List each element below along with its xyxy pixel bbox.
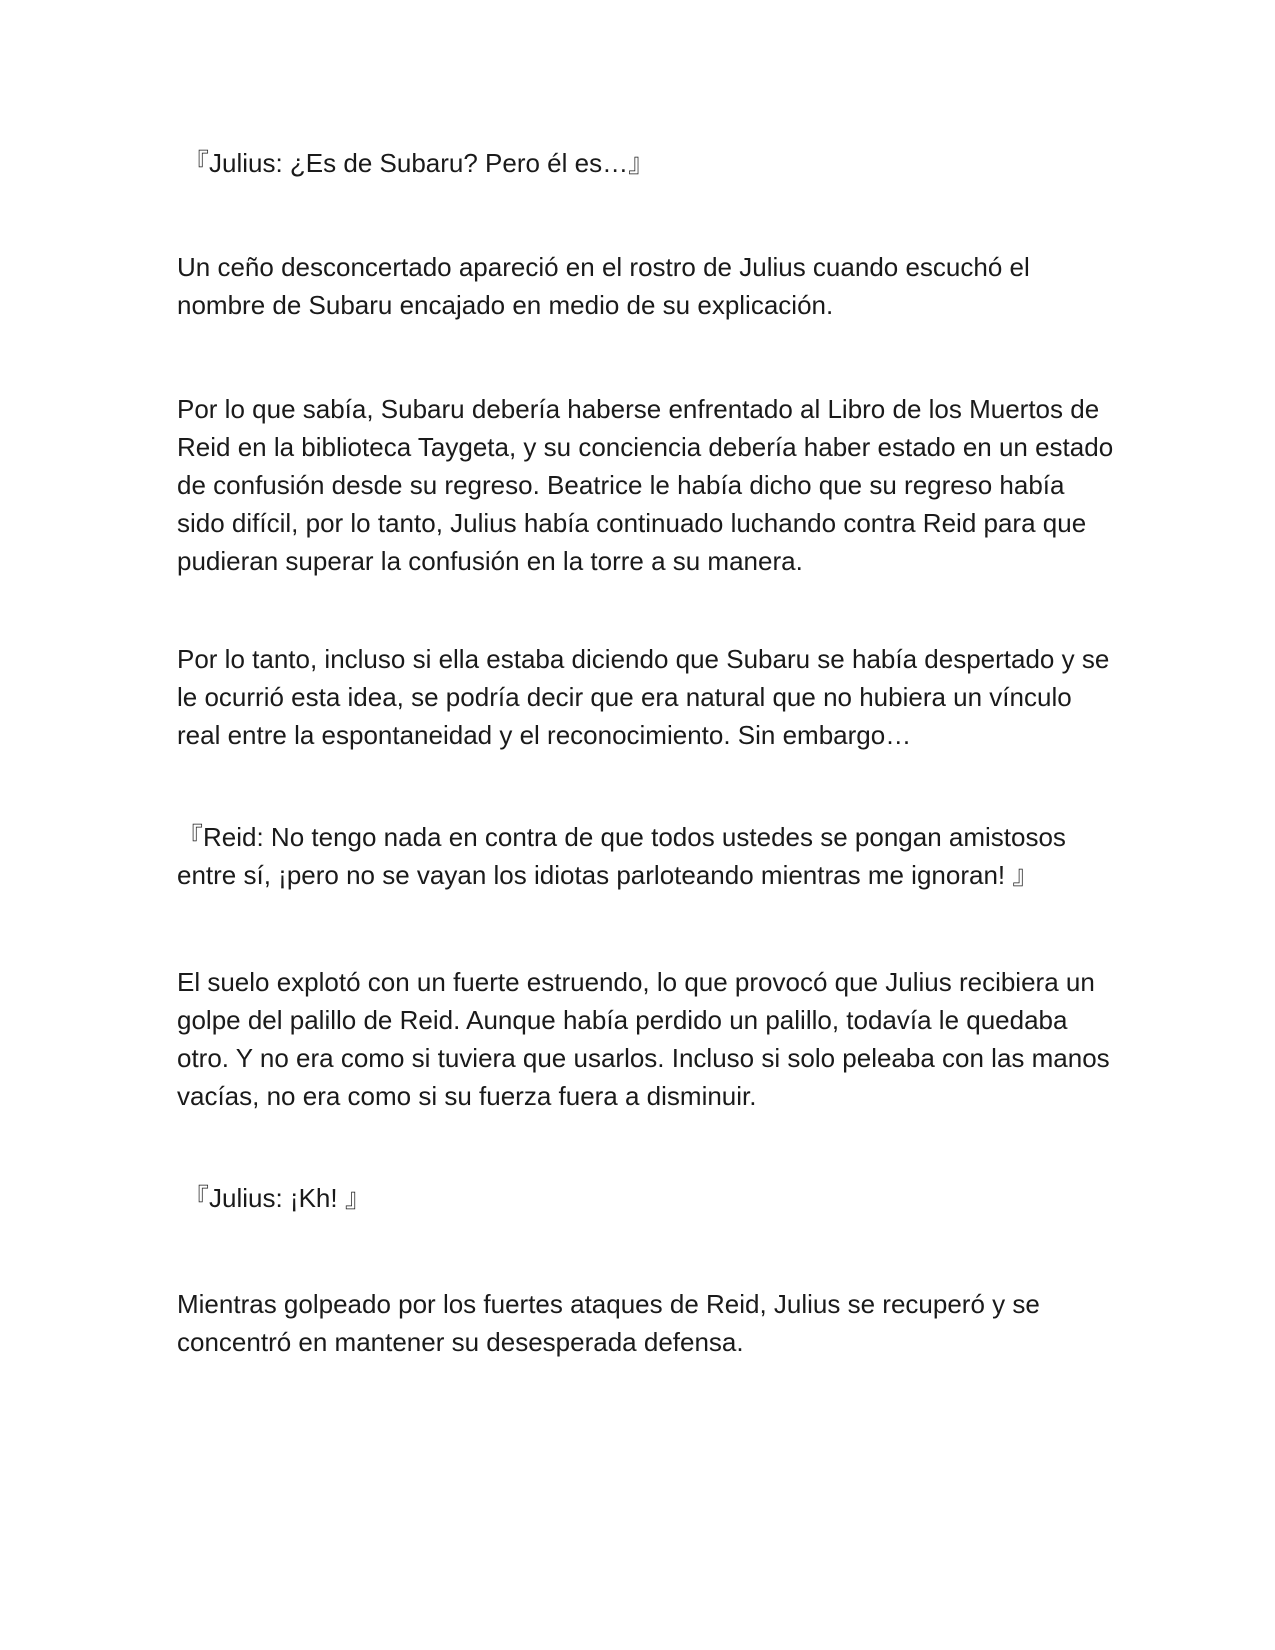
paragraph-5: Mientras golpeado por los fuertes ataques de Reid, Julius se recuperó y se concentró en mantener su desesperada defensa. bbox=[177, 1289, 1040, 1357]
paragraph-2: Por lo que sabía, Subaru debería haberse enfrentado al Libro de los Muertos de Reid en la biblioteca Taygeta, y su conciencia debería haber estado en un estado de confusión desde su regreso. Beatrice le había dicho que su regreso había sido difícil, por lo tanto, Julius había continuado luchando contra Reid para que pudieran superar la confusión en la torre a su manera. bbox=[177, 394, 1114, 576]
dialogue-julius-2: 『Julius: ¡Kh! 』 bbox=[183, 1183, 371, 1213]
paragraph-1: Un ceño desconcertado apareció en el rostro de Julius cuando escuchó el nombre de Subaru encajado en medio de su explicación. bbox=[177, 252, 1030, 320]
paragraph-4: El suelo explotó con un fuerte estruendo, lo que provocó que Julius recibiera un golpe del palillo de Reid. Aunque había perdido un palillo, todavía le quedaba otro. Y no era como si tuviera que usarlos. Incluso si solo peleaba con las manos vacías, no era como si su fuerza fuera a disminuir. bbox=[177, 967, 1110, 1111]
dialogue-reid: 『Reid: No tengo nada en contra de que todos ustedes se pongan amistosos entre sí, ¡pero no se vayan los idiotas parloteando mientras me ignoran! 』 bbox=[177, 822, 1066, 890]
paragraph-3: Por lo tanto, incluso si ella estaba diciendo que Subaru se había despertado y se le ocurrió esta idea, se podría decir que era natural que no hubiera un vínculo real entre la espontaneidad y el reconocimiento. Sin embargo… bbox=[177, 644, 1110, 750]
dialogue-julius-1: 『Julius: ¿Es de Subaru? Pero él es…』 bbox=[183, 148, 655, 178]
